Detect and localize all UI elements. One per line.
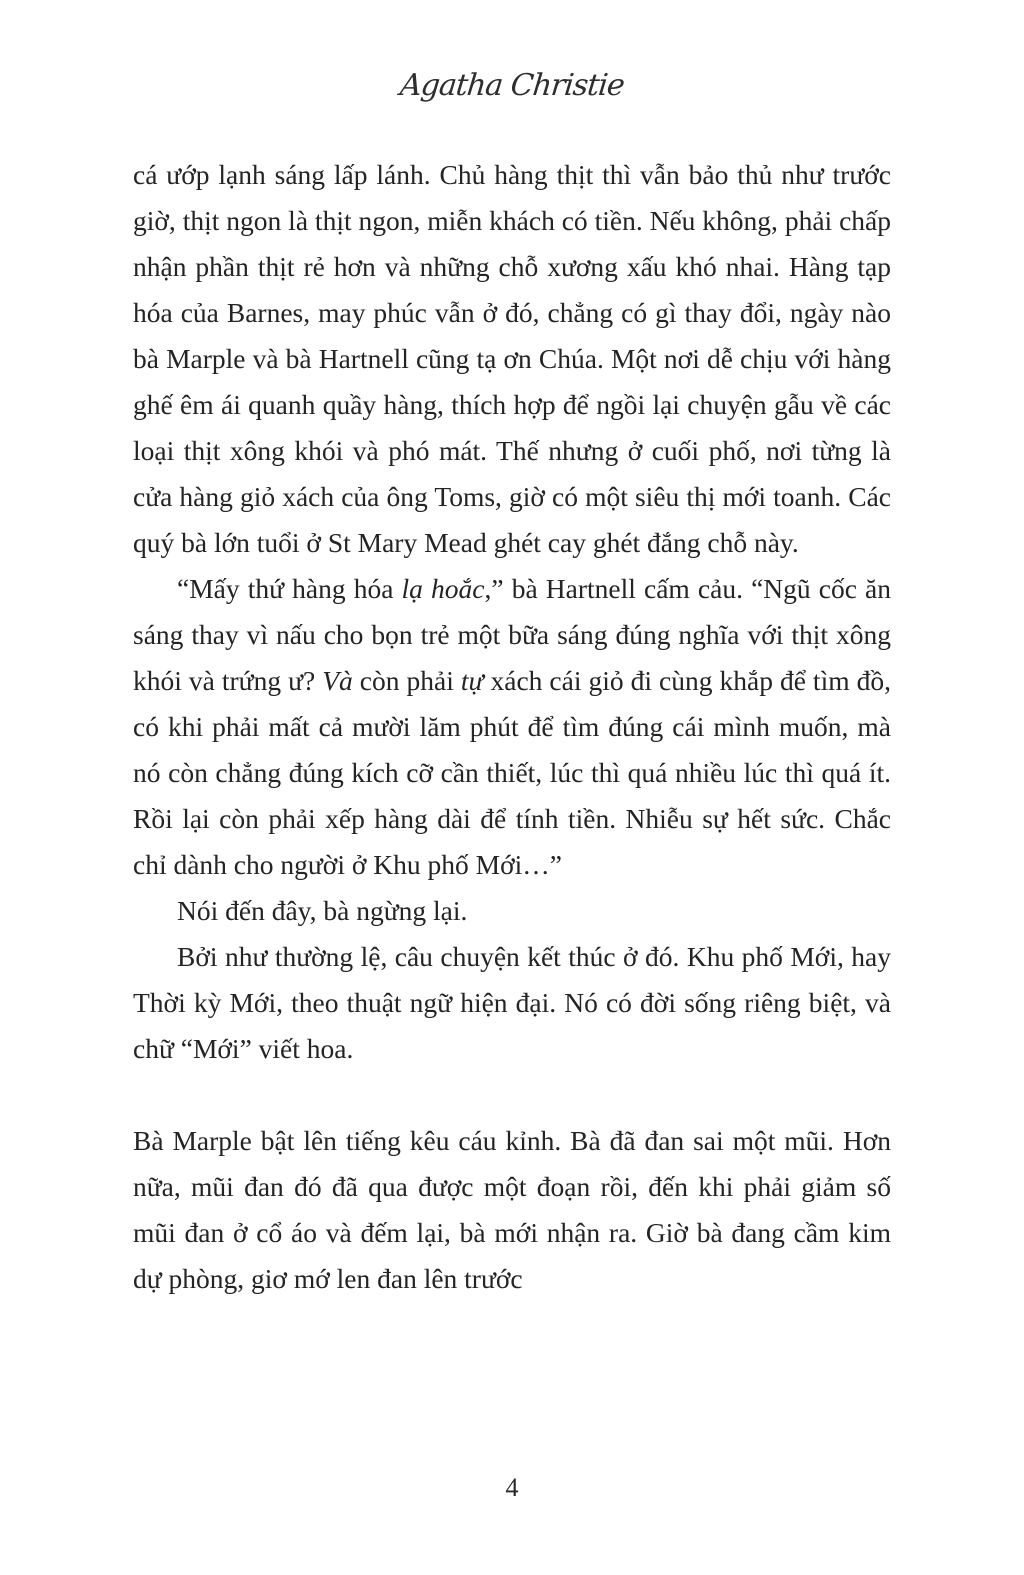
- paragraph: [133, 566, 891, 888]
- paragraph: [133, 1118, 891, 1302]
- text-segment-italic: lạ hoắc: [401, 573, 485, 604]
- page-body: [133, 152, 891, 1302]
- page-number: 4: [505, 1473, 519, 1502]
- text-segment: xách cái giỏ đi cùng khắp để tìm đồ, có khi phải mất cả mười lăm phút để tìm đúng cái mình muốn, mà nó còn chẳng đúng kích cỡ cần thiết, lúc thì quá nhiều lúc thì quá ít. Rồi lại còn phải xếp hàng dài để tính tiền. Nhiễu sự hết sức. Chắc chỉ dành cho người ở Khu phố Mới…”: [133, 665, 891, 880]
- paragraph: [133, 934, 891, 1072]
- text-segment: còn phải: [352, 665, 461, 696]
- text-segment: Bởi như thường lệ, câu chuyện kết thúc ở đó. Khu phố Mới, hay Thời kỳ Mới, theo thuật ngữ hiện đại. Nó có đời sống riêng biệt, và chữ “Mới” viết hoa.: [133, 941, 891, 1064]
- text-segment: Nói đến đây, bà ngừng lại.: [177, 895, 468, 926]
- text-segment: ,” bà Hartnell cấm cảu. “Ngũ cốc ăn sáng thay vì nấu cho bọn trẻ một bữa sáng đúng nghĩa với thịt xông khói và trứng ư?: [133, 573, 891, 696]
- text-segment: cá ướp lạnh sáng lấp lánh. Chủ hàng thịt thì vẫn bảo thủ như trước giờ, thịt ngon là thịt ngon, miễn khách có tiền. Nếu không, phải chấp nhận phần thịt rẻ hơn và những chỗ xương xấu khó nhai. Hàng tạp hóa của Barnes, may phúc vẫn ở đó, chẳng có gì thay đổi, ngày nào bà Marple và bà Hartnell cũng tạ ơn Chúa. Một nơi dễ chịu với hàng ghế êm ái quanh quầy hàng, thích hợp để ngồi lại chuyện gẫu về các loại thịt xông khói và phó mát. Thế nhưng ở cuối phố, nơi từng là cửa hàng giỏ xách của ông Toms, giờ có một siêu thị mới toanh. Các quý bà lớn tuổi ở St Mary Mead ghét cay ghét đắng chỗ này.: [133, 159, 891, 558]
- text-segment-italic: Và: [322, 665, 353, 696]
- paragraph: [133, 888, 891, 934]
- text-segment-italic: tự: [460, 665, 484, 696]
- author-signature-logo: Agatha Christie: [398, 68, 626, 103]
- paragraph: [133, 152, 891, 566]
- text-segment: Bà Marple bật lên tiếng kêu cáu kỉnh. Bà đã đan sai một mũi. Hơn nữa, mũi đan đó đã qua được một đoạn rồi, đến khi phải giảm số mũi đan ở cổ áo và đếm lại, bà mới nhận ra. Giờ bà đang cầm kim dự phòng, giơ mớ len đan lên trước: [133, 1125, 891, 1294]
- text-segment: “Mấy thứ hàng hóa: [177, 573, 402, 604]
